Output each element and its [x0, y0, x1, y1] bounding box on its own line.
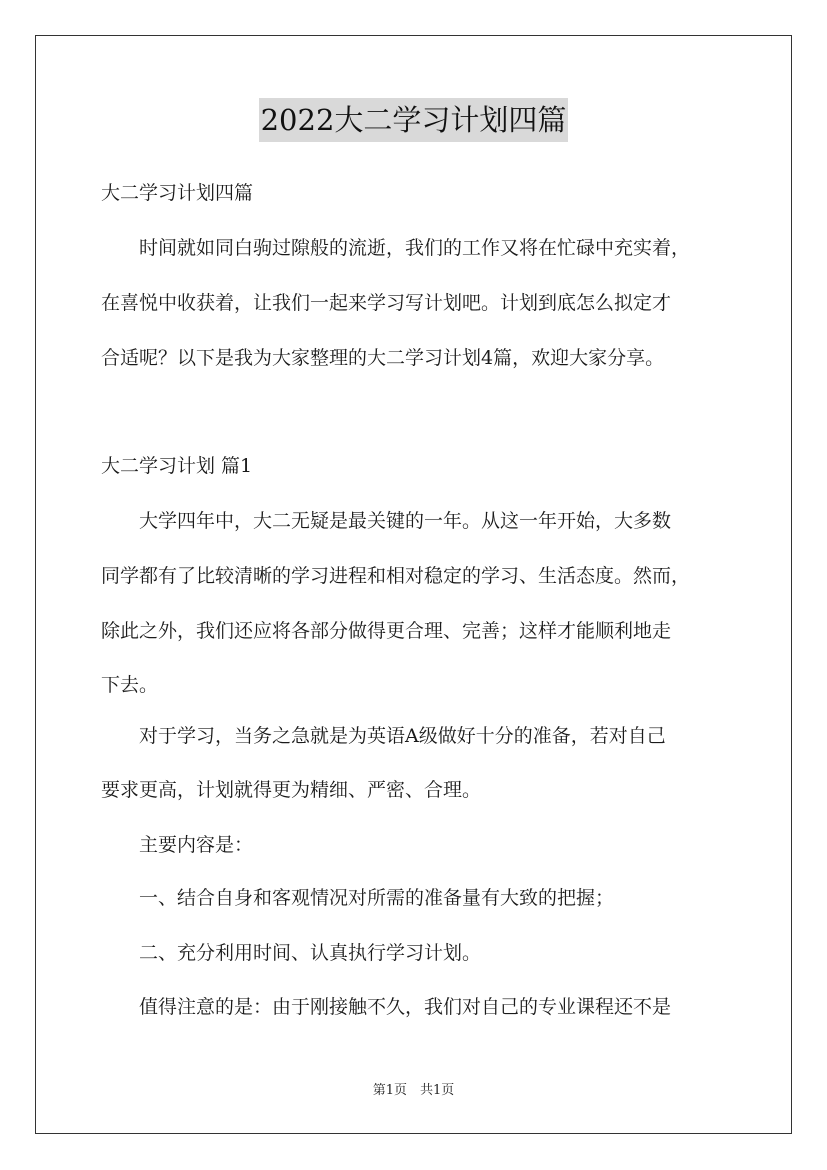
- title-container: [0, 98, 827, 142]
- page-footer: 第1页 共1页: [372, 1083, 455, 1098]
- paragraph-line: 二、充分利用时间、认真执行学习计划。: [101, 942, 482, 964]
- paragraph-line: 对于学习，当务之急就是为英语A级做好十分的准备，若对自己: [101, 725, 666, 747]
- subtitle-line: 大二学习计划四篇: [101, 182, 254, 204]
- paragraph-line: 时间就如同白驹过隙般的流逝，我们的工作又将在忙碌中充实着，: [101, 237, 691, 259]
- document-title: 2022大二学习计划四篇: [259, 98, 569, 142]
- paragraph-line: 值得注意的是：由于刚接触不久，我们对自己的专业课程还不是: [101, 996, 672, 1018]
- paragraph-line: 要求更高，计划就得更为精细、严密、合理。: [101, 779, 482, 801]
- paragraph-line: 下去。: [101, 674, 159, 696]
- paragraph-line: 在喜悦中收获着，让我们一起来学习写计划吧。计划到底怎么拟定才: [101, 292, 672, 314]
- paragraph-line: 一、结合自身和客观情况对所需的准备量有大致的把握；: [101, 887, 615, 909]
- paragraph-line: 同学都有了比较清晰的学习进程和相对稳定的学习、生活态度。然而，: [101, 565, 691, 587]
- section-heading: 大二学习计划 篇1: [101, 455, 253, 477]
- paragraph-line: 主要内容是：: [101, 834, 254, 856]
- paragraph-line: 大学四年中，大二无疑是最关键的一年。从这一年开始，大多数: [101, 510, 672, 532]
- paragraph-line: 除此之外，我们还应将各部分做得更合理、完善；这样才能顺利地走: [101, 620, 672, 642]
- paragraph-line: 合适呢？以下是我为大家整理的大二学习计划4篇，欢迎大家分享。: [101, 347, 665, 369]
